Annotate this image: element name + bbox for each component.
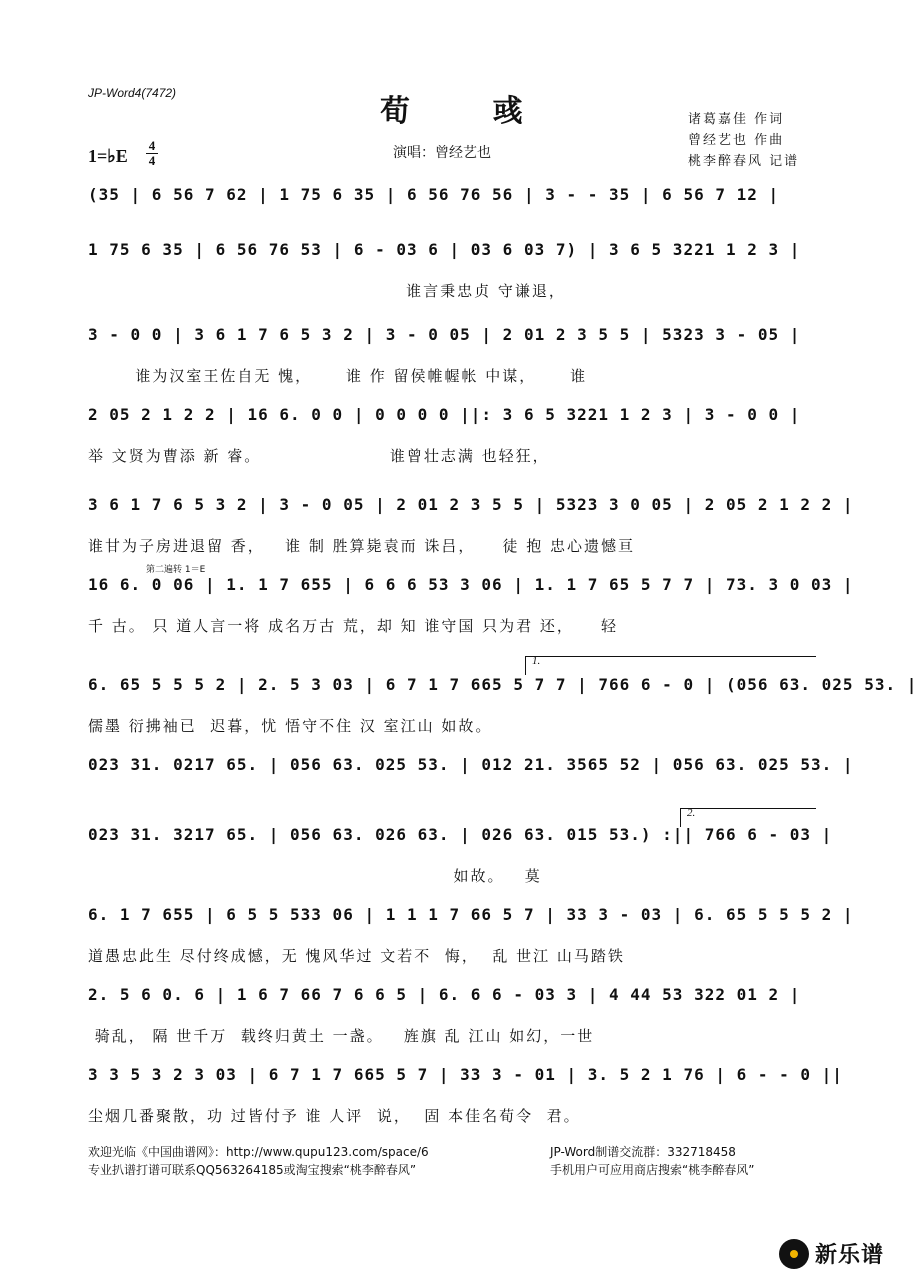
- lyrics-line: 如故。 莫: [88, 867, 542, 885]
- second-ending-label: 2.: [687, 807, 696, 819]
- song-title: 荀 彧: [380, 94, 559, 129]
- notation-line: 2. 5 6 0. 6 | 1 6 7 66 7 6 6 5 | 6. 6 6 - 03 3 | 4 44 53 322 01 2 |: [88, 985, 801, 1004]
- notation-line: 6. 1 7 655 | 6 5 5 533 06 | 1 1 1 7 66 5 7 | 33 3 - 03 | 6. 65 5 5 5 2 |: [88, 905, 854, 924]
- record-icon: [779, 1239, 809, 1269]
- time-signature: [146, 140, 158, 167]
- footer-contact: 专业扒谱打谱可联系QQ563264185或淘宝搜索“桃李醉春风”: [88, 1163, 417, 1177]
- lyricist-credit: 诸葛嘉佳 作词: [688, 112, 785, 127]
- lyrics-line: 举 文贤为曹添 新 睿。 谁曾壮志满 也轻狂，: [88, 447, 550, 465]
- notation-line: 023 31. 0217 65. | 056 63. 025 53. | 012 21. 3565 52 | 056 63. 025 53. |: [88, 755, 854, 774]
- transcriber-credit: 桃李醉春风 记谱: [688, 154, 800, 169]
- lyrics-line: 儒墨 衍拂袖已 迟暮，忧 悟守不住 汉 室江山 如故。: [88, 717, 493, 735]
- key-signature: 1=♭E: [88, 146, 128, 166]
- lyrics-line: 谁甘为子房进退留 香， 谁 制 胜算毙袁而 诛吕， 徒 抱 忠心遗憾亘: [88, 537, 635, 555]
- notation-line: 3 3 5 3 2 3 03 | 6 7 1 7 665 5 7 | 33 3 - 01 | 3. 5 2 1 76 | 6 - - 0 ||: [88, 1065, 843, 1084]
- footer-site-link: 欢迎光临《中国曲谱网》：http://www.qupu123.com/space/6: [88, 1145, 429, 1159]
- lyrics-line: 道愚忠此生 尽付终成憾，无 愧风华过 文若不 悔， 乱 世江 山马踏铁: [88, 947, 625, 965]
- notation-line: 023 31. 3217 65. | 056 63. 026 63. | 026 63. 015 53.) :|| 766 6 - 03 |: [88, 825, 833, 844]
- first-ending-bracket: [525, 656, 816, 675]
- notation-line: 1 75 6 35 | 6 56 76 53 | 6 - 03 6 | 03 6 03 7) | 3 6 5 3221 1 2 3 |: [88, 240, 801, 259]
- lyrics-line: 千 古。 只 道人言一将 成名万古 荒，却 知 谁守国 只为君 还， 轻: [88, 617, 618, 635]
- time-signature-bottom: 4: [148, 153, 156, 168]
- first-ending-label: 1.: [532, 655, 541, 667]
- lyrics-line: 谁为汉室王佐自无 愧， 谁 作 留侯帷幄帐 中谋， 谁: [88, 367, 588, 385]
- notation-line: 16 6. 0 06 | 1. 1 7 655 | 6 6 6 53 3 06 | 1. 1 7 65 5 7 7 | 73. 3 0 03 |: [88, 575, 854, 594]
- notation-line: 3 6 1 7 6 5 3 2 | 3 - 0 05 | 2 01 2 3 5 5 | 5323 3 0 05 | 2 05 2 1 2 2 |: [88, 495, 854, 514]
- notation-line: 6. 65 5 5 5 2 | 2. 5 3 03 | 6 7 1 7 665 5 7 7 | 766 6 - 0 | (056 63. 025 53. |: [88, 675, 917, 694]
- second-ending-bracket: [680, 808, 816, 827]
- lyrics-line: 谁言秉忠贞 守谦退，: [88, 282, 566, 300]
- footer-mobile: 手机用户可应用商店搜索“桃李醉春风”: [550, 1163, 755, 1177]
- second-time-key-change: 第二遍转 1＝E: [146, 565, 206, 575]
- notation-line: 3 - 0 0 | 3 6 1 7 6 5 3 2 | 3 - 0 05 | 2 01 2 3 5 5 | 5323 3 - 05 |: [88, 325, 801, 344]
- footer-group: JP-Word制谱交流群：332718458: [550, 1145, 736, 1159]
- composer-credit: 曾经艺也 作曲: [688, 133, 785, 148]
- logo-text: 新乐谱: [814, 1243, 884, 1268]
- site-logo: [779, 1238, 884, 1269]
- software-label: JP-Word4(7472): [88, 86, 177, 100]
- singer-credit: 演唱：曾经艺也: [393, 145, 491, 161]
- time-signature-top: 4: [148, 138, 156, 153]
- notation-line: (35 | 6 56 7 62 | 1 75 6 35 | 6 56 76 56 | 3 - - 35 | 6 56 7 12 |: [88, 185, 780, 204]
- lyrics-line: 骑乱， 隔 世千万 载终归黄土 一盏。 旌旗 乱 江山 如幻，一世: [88, 1027, 595, 1045]
- lyrics-line: 尘烟几番聚散，功 过皆付予 谁 人评 说， 固 本佳名荀令 君。: [88, 1107, 581, 1125]
- notation-line: 2 05 2 1 2 2 | 16 6. 0 0 | 0 0 0 0 ||: 3 6 5 3221 1 2 3 | 3 - 0 0 |: [88, 405, 801, 424]
